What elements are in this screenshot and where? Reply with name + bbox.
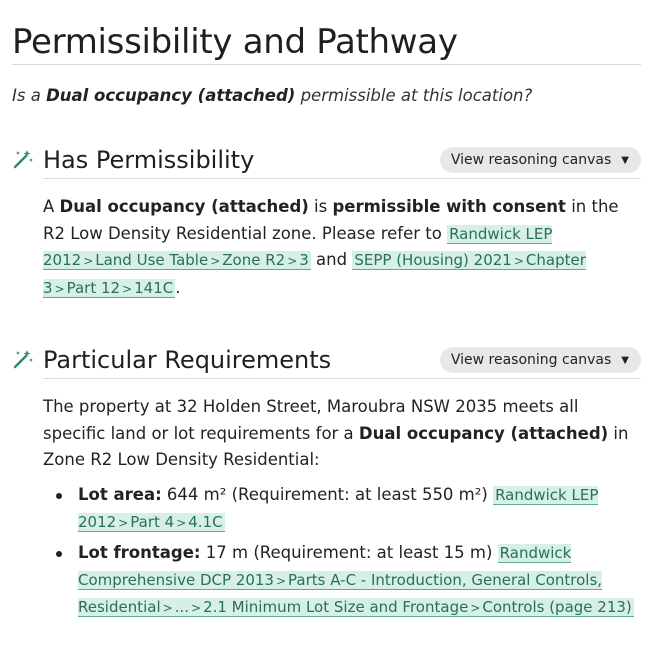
requirements-list (43, 482, 639, 622)
chevron-down-icon: ▼ (621, 155, 629, 166)
bullet (56, 551, 62, 557)
permissibility-text: A Dual occupancy (attached) is permissible with consent in the R2 Low Density Residential zone. Please refer to Randwick LEP 2012 > Land Use Table > Zone R2 > 3 and SEPP (Housing) 2021 > Chapter 3 > Part 12 > 141C . (43, 197, 619, 297)
section-title: Has Permissibility (43, 146, 255, 174)
section-requirements (12, 344, 641, 616)
chevron-down-icon: ▼ (621, 355, 629, 366)
list-item: Lot frontage: 17 m (Requirement: at least 15 m) Randwick Comprehensive DCP 2013 > Parts A-C - Introduction, General Controls, Residential > ... > 2.1 Minimum Lot Size and Frontage > Controls (page 213) (43, 540, 639, 622)
section-header (12, 344, 641, 378)
section-divider (43, 178, 641, 179)
list-item: Lot area: 644 m² (Requirement: at least 550 m²) Randwick LEP 2012 > Part 4 > 4.1C (43, 482, 639, 536)
section-header (12, 144, 641, 178)
reference-link-lot-frontage[interactable]: Randwick Comprehensive DCP 2013 > Parts A-C - Introduction, General Controls, Residential > ... > 2.1 Minimum Lot Size and Frontage > Controls (page 213) (78, 544, 632, 616)
section-permissibility (12, 144, 641, 297)
page-question: Is a Dual occupancy (attached) permissible at this location? (12, 86, 533, 105)
magic-wand-icon (12, 348, 34, 370)
reference-link-sepp-housing[interactable]: SEPP (Housing) 2021 > Chapter 3 > Part 12 > 141C (43, 251, 586, 297)
requirements-intro: The property at 32 Holden Street, Maroubra NSW 2035 meets all specific land or lot requirements for a Dual occupancy (attached) in Zone R2 Low Density Residential: (43, 397, 629, 469)
section-title: Particular Requirements (43, 346, 332, 374)
view-reasoning-canvas-button[interactable]: View reasoning canvas ▼ (440, 147, 641, 173)
bullet (56, 493, 62, 499)
section-divider (43, 378, 641, 379)
page-title: Permissibility and Pathway (12, 22, 458, 62)
reference-link-randwick-lep[interactable]: Randwick LEP 2012 > Land Use Table > Zone R2 > 3 (43, 224, 553, 269)
title-divider (12, 64, 641, 65)
view-reasoning-canvas-button[interactable]: View reasoning canvas ▼ (440, 347, 641, 373)
magic-wand-icon (12, 148, 34, 170)
reference-link-lot-area[interactable]: Randwick LEP 2012 > Part 4 > 4.1C (78, 486, 599, 531)
